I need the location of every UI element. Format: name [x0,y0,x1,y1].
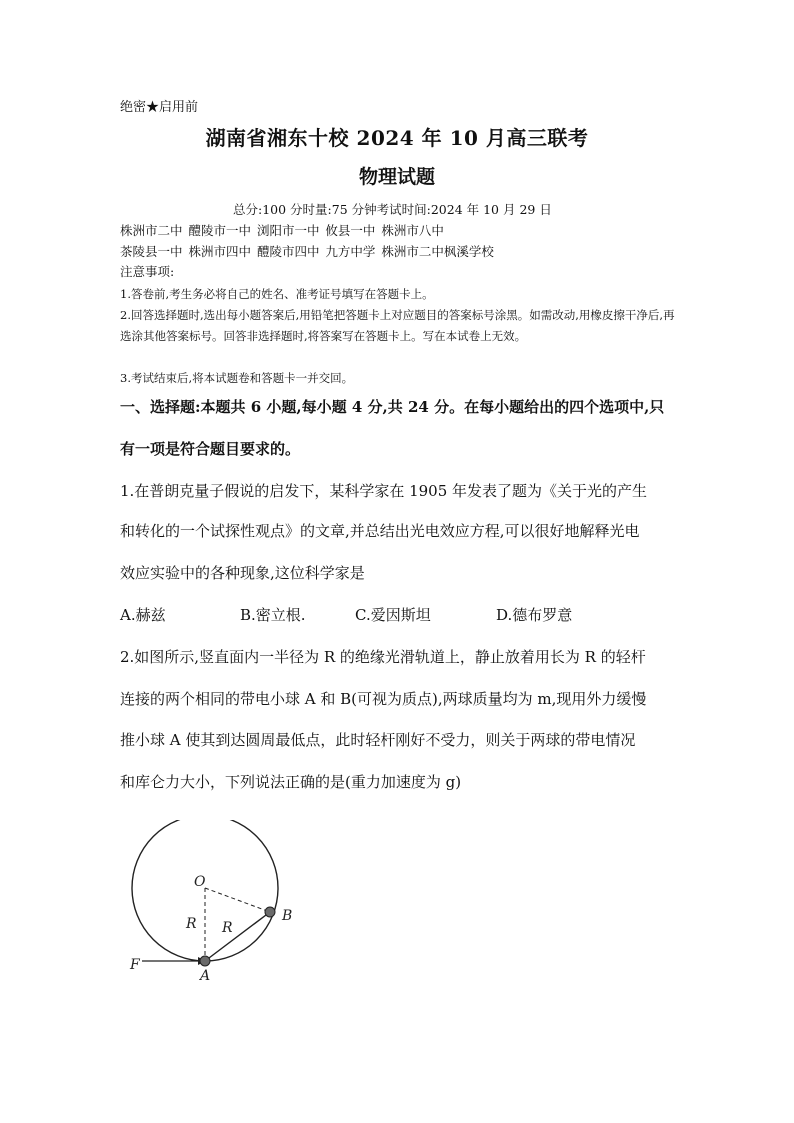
question-2-line-3: 推小球 A 使其到达圆周最低点，此时轻杆刚好不受力，则关于两球的带电情况 [120,731,636,749]
circle-track-figure [110,820,310,990]
option-b: B.密立根. [240,606,306,624]
question-1-line-1: 1.在普朗克量子假说的启发下，某科学家在 1905 年发表了题为《关于光的产生 [120,482,648,500]
radius-ob [205,888,270,912]
note-item: 2.回答选择题时,选出每小题答案后,用铅笔把答题卡上对应题目的答案标号涂黑。如需改动,用橡皮擦干净后,再选涂其他答案标号。回答非选择题时,将答案写在答题卡上。写在本试卷上无效。 [120,308,675,343]
option-c: C.爱因斯坦 [355,606,431,624]
label-f: F [130,957,140,973]
section-heading-line-2: 有一项是符合题目要求的。 [120,440,301,458]
question-1-line-2: 和转化的一个试探性观点》的文章,并总结出光电效应方程,可以很好地解释光电 [120,522,640,540]
label-r-vertical: R [186,916,197,932]
schools-line-1: 株洲市二中 醴陵市一中 浏阳市一中 攸县一中 株洲市八中 [120,223,444,238]
label-a: A [200,968,211,984]
question-2-line-1: 2.如图所示,竖直面内一半径为 R 的绝缘光滑轨道上，静止放着用长为 R 的轻杆 [120,648,646,666]
note-item: 1.答卷前,考生务必将自己的姓名、准考证号填写在答题卡上。 [120,287,434,301]
label-r-rod: R [222,920,233,936]
section-heading-line-1: 一、选择题:本题共 6 小题,每小题 4 分,共 24 分。在每小题给出的四个选项中,只 [120,398,665,416]
label-b: B [282,908,293,924]
exam-info: 总分:100 分时量:75 分钟考试时间:2024 年 10 月 29 日 [233,202,552,217]
question-1-line-3: 效应实验中的各种现象,这位科学家是 [120,564,365,582]
label-o: O [194,874,206,890]
question-2-line-2: 连接的两个相同的带电小球 A 和 B(可视为质点),两球质量均为 m,现用外力缓慢 [120,690,647,708]
ball-a [200,956,210,966]
question-2-line-4: 和库仑力大小，下列说法正确的是(重力加速度为 g) [120,773,462,791]
note-item: 3.考试结束后,将本试题卷和答题卡一并交回。 [120,371,354,385]
notes-heading: 注意事项: [120,264,175,279]
option-d: D.德布罗意 [496,606,573,624]
exam-subject: 物理试题 [358,166,435,188]
schools-line-2: 茶陵县一中 株洲市四中 醴陵市四中 九方中学 株洲市二中枫溪学校 [120,244,494,259]
ball-b [265,907,275,917]
exam-title: 湖南省湘东十校 2024 年 10 月高三联考 [205,126,589,150]
option-a: A.赫兹 [120,606,166,624]
confidential-mark: 绝密★启用前 [120,100,199,115]
